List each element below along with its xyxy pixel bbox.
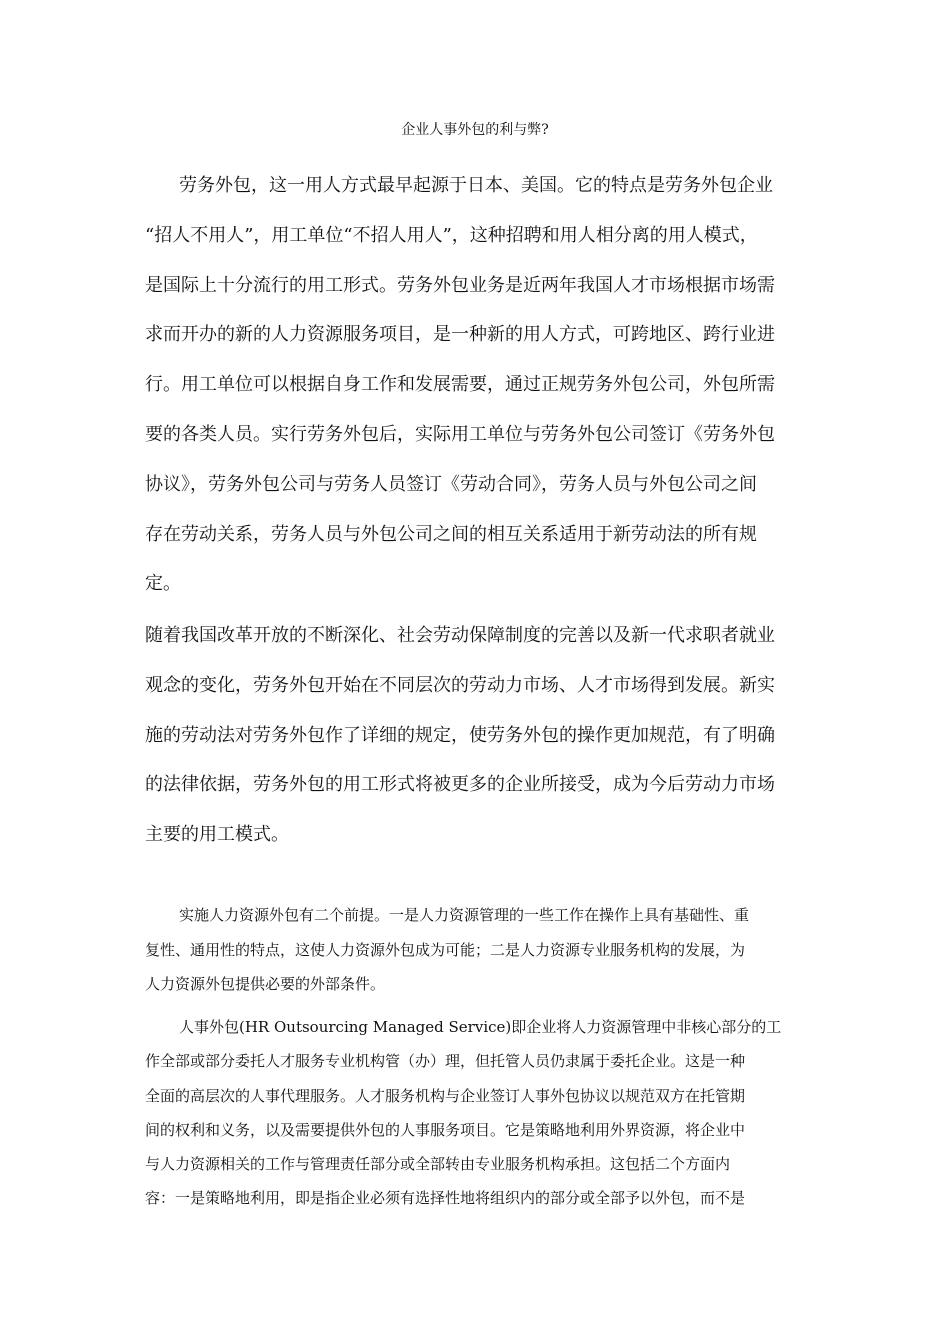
paragraph-line: 求而开办的新的人力资源服务项目，是一种新的用人方式，可跨地区、跨行业进 <box>145 324 775 346</box>
paragraph-line: 施的劳动法对劳务外包作了详细的规定，使劳务外包的操作更加规范，有了明确 <box>145 724 775 746</box>
paragraph-line: 劳务外包，这一用人方式最早起源于日本、美国。它的特点是劳务外包企业 <box>179 175 773 196</box>
paragraph-line: 定。 <box>145 573 181 595</box>
paragraph-hr-outsourcing-definition <box>145 1016 815 1222</box>
paragraph-line: 随着我国改革开放的不断深化、社会劳动保障制度的完善以及新一代求职者就业 <box>145 625 775 646</box>
paragraph-line: 是国际上十分流行的用工形式。劳务外包业务是近两年我国人才市场根据市场需 <box>145 274 775 296</box>
paragraph-line: 要的各类人员。实行劳务外包后，实际用工单位与劳务外包公司签订《劳务外包 <box>145 423 775 445</box>
paragraph-line: 观念的变化，劳务外包开始在不同层次的劳动力市场、人才市场得到发展。新实 <box>145 674 775 696</box>
paragraph-line: 作全部或部分委托人才服务专业机构管（办）理，但托管人员仍隶属于委托企业。这是一种 <box>145 1052 746 1071</box>
paragraph-line: 存在劳动关系，劳务人员与外包公司之间的相互关系适用于新劳动法的所有规 <box>145 523 757 545</box>
paragraph-labor-outsourcing-development <box>145 622 815 871</box>
paragraph-line: 主要的用工模式。 <box>145 824 289 846</box>
paragraph-line: 全面的高层次的人事代理服务。人才服务机构与企业签订人事外包协议以规范双方在托管期 <box>145 1086 746 1105</box>
paragraph-line: 复性、通用性的特点，这使人力资源外包成为可能；二是人力资源专业服务机构的发展，为 <box>145 940 746 959</box>
paragraph-line: “招人不用人”，用工单位“不招人用人”，这种招聘和用人相分离的用人模式， <box>145 224 758 246</box>
paragraph-line: 容：一是策略地利用，即是指企业必须有选择性地将组织内的部分或全部予以外包，而不是 <box>145 1189 746 1208</box>
paragraph-line: 协议》，劳务外包公司与劳务人员签订《劳动合同》，劳务人员与外包公司之间 <box>145 473 757 495</box>
paragraph-line: 行。用工单位可以根据自身工作和发展需要，通过正规劳务外包公司，外包所需 <box>145 374 775 396</box>
paragraph-labor-outsourcing-intro <box>145 172 815 620</box>
paragraph-line: 人事外包(HR Outsourcing Managed Service)即企业将人力资源管理中非核心部分的工 <box>179 1018 782 1036</box>
paragraph-hr-outsourcing-prerequisites <box>145 904 815 1008</box>
paragraph-line: 的法律依据，劳务外包的用工形式将被更多的企业所接受，成为今后劳动力市场 <box>145 774 775 796</box>
paragraph-line: 间的权利和义务，以及需要提供外包的人事服务项目。它是策略地利用外界资源，将企业中 <box>145 1120 746 1139</box>
paragraph-line: 实施人力资源外包有二个前提。一是人力资源管理的一些工作在操作上具有基础性、重 <box>179 906 750 924</box>
paragraph-line: 与人力资源相关的工作与管理责任部分或全部转由专业服务机构承担。这包括二个方面内 <box>145 1155 731 1174</box>
document-title: 企业人事外包的利与弊? <box>401 122 549 138</box>
paragraph-line: 人力资源外包提供必要的外部条件。 <box>145 975 386 993</box>
